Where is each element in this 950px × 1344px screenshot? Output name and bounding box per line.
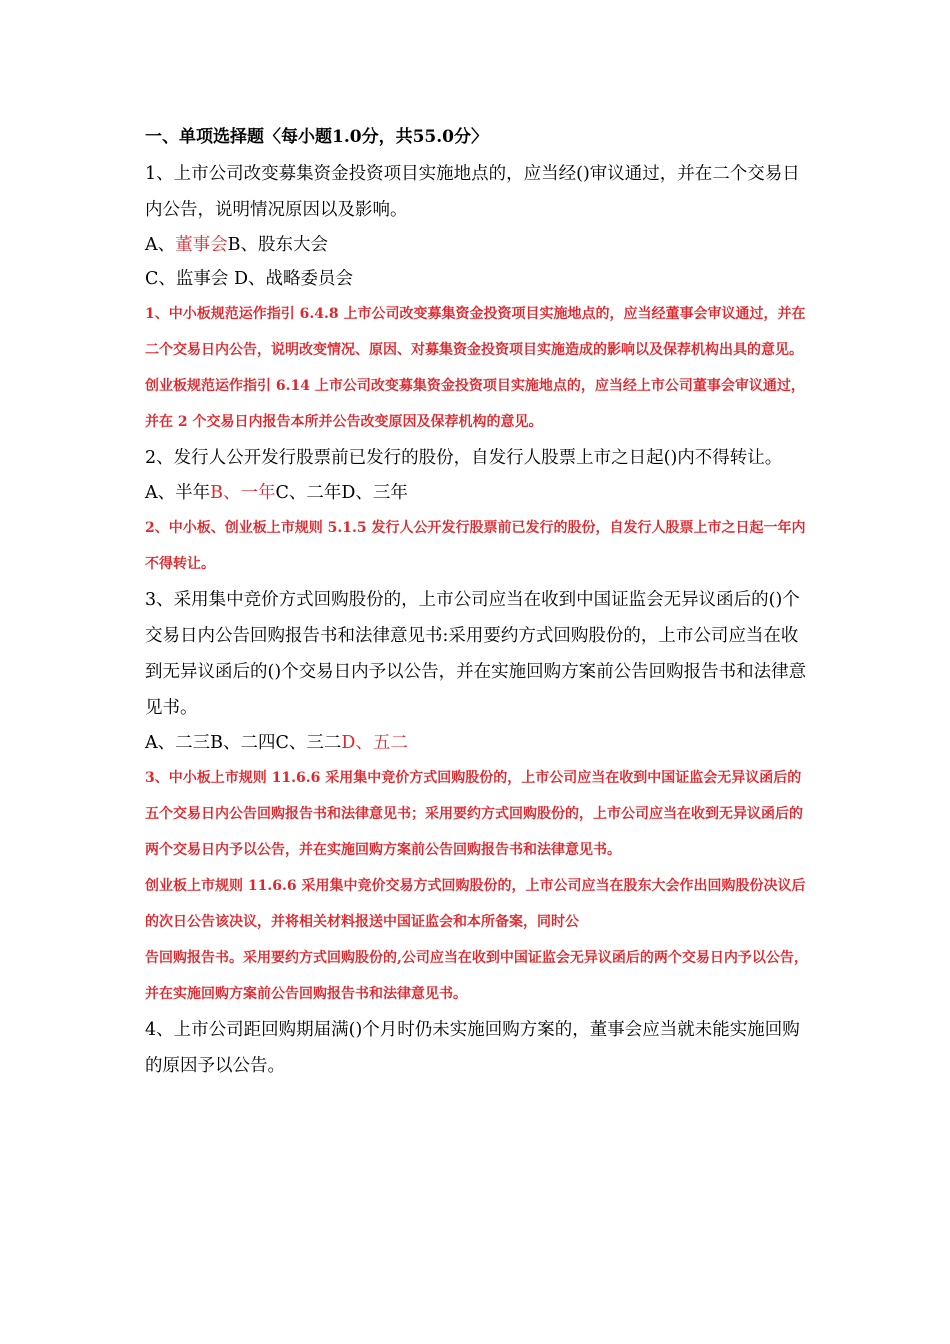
question-1-explanation-cyb: 创业板规范运作指引 6.14 上市公司改变募集资金投资项目实施地点的，应当经上市公司董事会审议通过，并在 2 个交易日内报告本所并公告改变原因及保荐机构的意见。 (145, 378, 805, 430)
option-d-answer: D、五二 (341, 733, 408, 753)
question-3-stem: 3、采用集中竞价方式回购股份的，上市公司应当在收到中国证监会无异议函后的()个交易日内公告回购报告书和法律意见书:采用要约方式回购股份的，上市公司应当在收到无异议函后的()个交易日内予以公告，并在实施回购方案前公告回购报告书和法律意见书。 (145, 590, 807, 718)
option-cd: C、二年D、三年 (275, 483, 408, 503)
question-1-stem: 1、上市公司改变募集资金投资项目实施地点的，应当经()审议通过，并在二个交易日内公告，说明情况原因以及影响。 (145, 164, 800, 220)
question-3-explanation-cyb-part2: 告回购报告书。采用要约方式回购股份的,公司应当在收到中国证监会无异议函后的两个交易日内予以公告，并在实施回购方案前公告回购报告书和法律意见书。 (145, 950, 808, 1002)
question-3-explanation-cyb-part1: 创业板上市规则 11.6.6 采用集中竞价交易方式回购股份的，上市公司应当在股东大会作出回购股份决议后的次日公告该决议，并将相关材料报送中国证监会和本所备案，同时公 (145, 878, 806, 930)
option-a-prefix: A、 (145, 235, 176, 255)
question-1-explanation-zxb: 1、中小板规范运作指引 6.4.8 上市公司改变募集资金投资项目实施地点的，应当经董事会审议通过，并在二个交易日内公告，说明改变情况、原因、对募集资金投资项目实施造成的影响以及保荐机构出具的意见。 (145, 306, 806, 358)
question-3-explanation-zxb: 3、中小板上市规则 11.6.6 采用集中竞价方式回购股份的，上市公司应当在收到中国证监会无异议函后的五个交易日内公告回购报告书和法律意见书；采用要约方式回购股份的，上市公司应当在收到无异议函后的两个交易日内予以公告，并在实施回购方案前公告回购报告书和法律意见书。 (145, 770, 803, 858)
question-3-options (145, 726, 813, 760)
question-2-stem: 2、发行人公开发行股票前已发行的股份，自发行人股票上市之日起()内不得转让。 (145, 448, 783, 468)
option-abc: A、二三B、二四C、三二 (145, 733, 342, 753)
option-a: A、半年 (145, 483, 211, 503)
question-2-options (145, 476, 813, 510)
option-a-answer: 董事会 (175, 235, 228, 255)
document-body (145, 122, 813, 1084)
option-b-answer: B、一年 (210, 483, 276, 503)
question-2-explanation: 2、中小板、创业板上市规则 5.1.5 发行人公开发行股票前已发行的股份，自发行人股票上市之日起一年内不得转让。 (145, 520, 806, 572)
option-b: B、股东大会 (227, 235, 329, 255)
question-4-stem: 4、上市公司距回购期届满()个月时仍未实施回购方案的，董事会应当就未能实施回购的原因予以公告。 (145, 1020, 800, 1076)
section-title: 一、单项选择题〈每小题1.0分，共55.0分〉 (145, 127, 488, 147)
question-1-options-cd: C、监事会 D、战略委员会 (145, 269, 353, 289)
question-1-options-ab (145, 228, 813, 262)
